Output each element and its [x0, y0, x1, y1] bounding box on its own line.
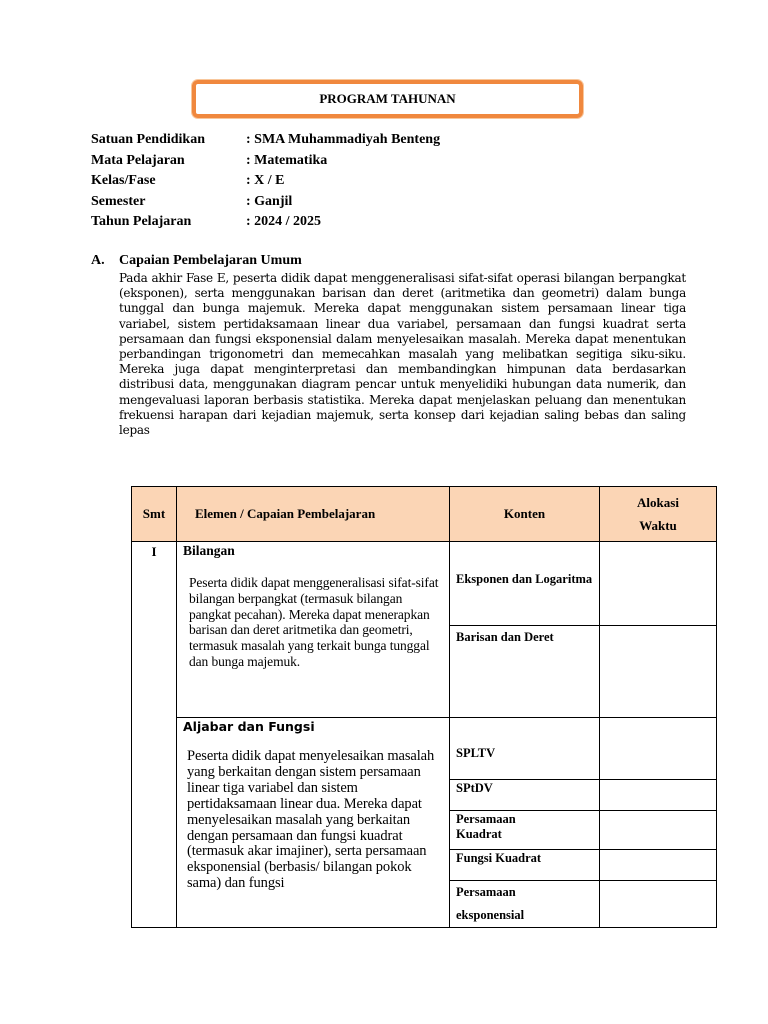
- alokasi-cell: [600, 626, 717, 718]
- alokasi-cell: [600, 811, 717, 850]
- identity-value: : Matematika: [246, 152, 328, 168]
- identity-label: Mata Pelajaran: [91, 152, 185, 168]
- section-letter: A.: [91, 253, 105, 268]
- identity-label: Semester: [91, 193, 146, 209]
- konten-item: Eksponen dan Logaritma: [456, 572, 593, 586]
- elemen-title: Aljabar dan Fungsi: [183, 719, 315, 734]
- capaian-table: [131, 486, 717, 928]
- konten-cell: [450, 626, 600, 718]
- identity-row-kelas: [91, 171, 440, 192]
- konten-item: Fungsi Kuadrat: [456, 851, 542, 865]
- alokasi-cell: [600, 780, 717, 811]
- konten-cell: [450, 780, 600, 811]
- identity-label: Satuan Pendidikan: [91, 132, 205, 147]
- alokasi-cell: [600, 542, 717, 626]
- section-title: Capaian Pembelajaran Umum: [119, 253, 302, 268]
- konten-cell: [450, 811, 600, 850]
- konten-cell: [450, 718, 600, 780]
- identity-value: : X / E: [246, 173, 285, 188]
- identity-value: : 2024 / 2025: [246, 214, 322, 229]
- header-alokasi-line2: Waktu: [639, 518, 677, 533]
- header-konten: Konten: [450, 487, 600, 542]
- document-title: PROGRAM TAHUNAN: [192, 80, 583, 118]
- identity-value: : Ganjil: [246, 193, 293, 209]
- table-row: [132, 542, 717, 626]
- identity-label: Tahun Pelajaran: [91, 214, 192, 229]
- elemen-cell-aljabar: [177, 718, 450, 928]
- konten-item: SPtDV: [456, 781, 493, 795]
- konten-item: Barisan dan Deret: [456, 630, 554, 644]
- konten-cell: [450, 542, 600, 626]
- alokasi-cell: [600, 718, 717, 780]
- konten-cell: [450, 850, 600, 881]
- konten-cell: [450, 881, 600, 928]
- elemen-description: Peserta didik dapat menggeneralisasi sifat-sifat bilangan berpangkat (termasuk bilangan pangkat pecahan). Mereka dapat menerapkan barisan dan deret aritmetika dan geometri, termasuk masalah yang terkait bunga tunggal dan bunga majemuk.: [189, 575, 439, 669]
- identity-row-semester: [91, 192, 440, 213]
- identity-row-tahun: [91, 212, 440, 233]
- identity-row-mapel: [91, 151, 440, 172]
- elemen-description: Peserta didik dapat menyelesaikan masalah yang berkaitan dengan sistem persamaan linear tiga variabel dan sistem pertidaksamaan linear dua. Mereka dapat menyelesaikan masalah yang berkaitan dengan persamaan dan fungsi kuadrat (termasuk akar imajiner), serta persamaan eksponensial (berbasis/ bilangan pokok sama) dan fungsi: [187, 748, 435, 892]
- header-alokasi-line1: Alokasi: [637, 495, 679, 510]
- identity-value: : SMA Muhammadiyah Benteng: [246, 132, 441, 147]
- alokasi-cell: [600, 881, 717, 928]
- alokasi-cell: [600, 850, 717, 881]
- table-header-row: [132, 487, 717, 542]
- identity-block: [91, 130, 440, 233]
- konten-item: Persamaan eksponensial: [456, 885, 525, 922]
- elemen-cell-bilangan: [177, 542, 450, 718]
- header-smt: Smt: [132, 487, 177, 542]
- table-row: [132, 718, 717, 780]
- konten-item: SPLTV: [456, 746, 496, 760]
- identity-label: Kelas/Fase: [91, 173, 156, 188]
- semester-cell: I: [132, 542, 177, 928]
- header-elemen: Elemen / Capaian Pembelajaran: [177, 487, 450, 542]
- header-alokasi: [600, 487, 717, 542]
- elemen-title: Bilangan: [183, 543, 235, 558]
- identity-row-satuan: [91, 130, 440, 151]
- konten-item: Persamaan Kuadrat: [456, 812, 516, 841]
- capaian-paragraph: Pada akhir Fase E, peserta didik dapat menggeneralisasi sifat-sifat operasi bilangan berpangkat (eksponen), serta menggunakan barisan dan deret (aritmetika dan geometri) dalam bunga tunggal dan bunga majemuk. Mereka dapat menggunakan sistem persamaan linear tiga variabel, sistem pertidaksamaan linear dua variabel, persamaan dan fungsi kuadrat serta persamaan dan fungsi eksponensial dalam menyelesaikan masalah. Mereka dapat menentukan perbandingan trigonometri dan memecahkan masalah yang melibatkan segitiga siku-siku. Mereka juga dapat menginterpretasi dan membandingkan himpunan data berdasarkan distribusi data, menggunakan diagram pencar untuk menyelidiki hubungan data numerik, dan mengevaluasi laporan berbasis statistika. Mereka dapat menjelaskan peluang dan menentukan frekuensi harapan dari kejadian majemuk, serta konsep dari kejadian saling bebas dan saling lepas: [119, 271, 686, 438]
- section-a-heading: [91, 253, 302, 269]
